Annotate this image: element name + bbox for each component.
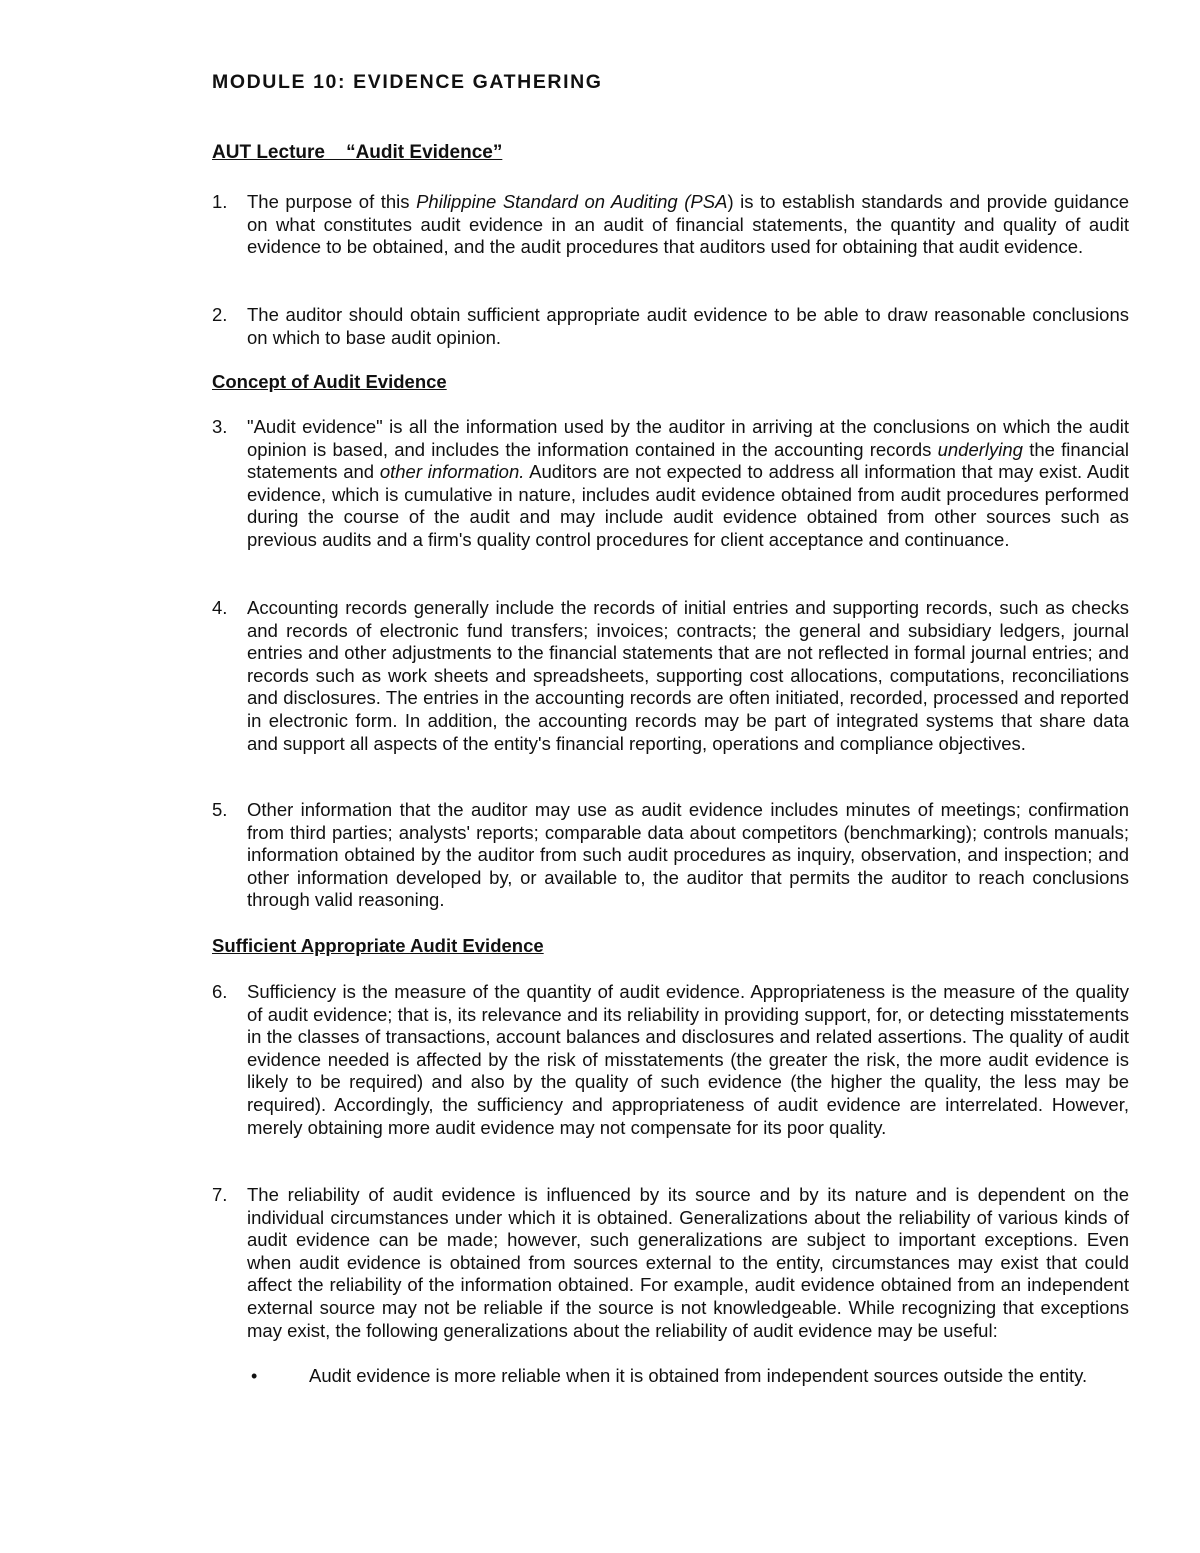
paragraph-text: Accounting records generally include the records of initial entries and supporting records, such as checks and records of electronic fund transfers; invoices; contracts; the general and subsidiary ledgers, journal entries and other adjustments to the financial statements that are not reflected in formal journal entries; and records such as work sheets and spreadsheets, supporting cost allocations, computations, reconciliations and disclosures. The entries in the accounting records are often initiated, recorded, processed and reported in electronic form. In addition, the accounting records may be part of integrated systems that share data and support all aspects of the entity's financial reporting, operations and compliance objectives. bbox=[247, 597, 1129, 754]
paragraph-text: Other information that the auditor may use as audit evidence includes minutes of meetings; confirmation from third parties; analysts' reports; comparable data about competitors (benchmarking); controls manuals; information obtained by the auditor from such audit procedures as inquiry, observation, and inspection; and other information developed by, or available to, the auditor that permits the auditor to reach conclusions through valid reasoning. bbox=[247, 799, 1129, 911]
paragraph-5 bbox=[212, 799, 1129, 912]
paragraph-2 bbox=[212, 304, 1129, 349]
paragraph-4 bbox=[212, 597, 1129, 755]
bullet-icon: • bbox=[251, 1366, 258, 1386]
paragraph-text: Sufficiency is the measure of the quantity of audit evidence. Appropriateness is the measure of the quality of audit evidence; that is, its relevance and its reliability in providing support, for, or detecting misstatements in the classes of transactions, account balances and disclosures and related assertions. The quality of audit evidence needed is affected by the risk of misstatements (the greater the risk, the more audit evidence is likely to be required) and also by the quality of such evidence (the higher the quality, the less may be required). Accordingly, the sufficiency and appropriateness of audit evidence are interrelated. However, merely obtaining more audit evidence may not compensate for its poor quality. bbox=[247, 981, 1129, 1138]
paragraph-text: The auditor should obtain sufficient appropriate audit evidence to be able to draw reasonable conclusions on which to base audit opinion. bbox=[247, 304, 1129, 348]
paragraph-1 bbox=[212, 191, 1129, 259]
paragraph-3 bbox=[212, 416, 1129, 552]
paragraph-text: The reliability of audit evidence is influenced by its source and by its nature and is dependent on the individual circumstances under which it is obtained. Generalizations about the reliability of various kinds of audit evidence can be made; however, such generalizations are subject to important exceptions. Even when audit evidence is obtained from sources external to the entity, circumstances may exist that could affect the reliability of the information obtained. For example, audit evidence obtained from an independent external source may not be reliable if the source is not knowledgeable. While recognizing that exceptions may exist, the following generalizations about the reliability of audit evidence may be useful: bbox=[247, 1184, 1129, 1341]
page-title: MODULE 10: EVIDENCE GATHERING bbox=[212, 71, 603, 93]
lecture-subtitle: AUT Lecture “Audit Evidence” bbox=[212, 142, 503, 163]
section-heading-concept: Concept of Audit Evidence bbox=[212, 371, 447, 392]
paragraph-number: 2. bbox=[212, 304, 228, 325]
paragraph-6 bbox=[212, 981, 1129, 1139]
paragraph-number: 4. bbox=[212, 597, 228, 618]
paragraph-text: The purpose of this Philippine Standard on Auditing (PSA) is to establish standards and provide guidance on what constitutes audit evidence in an audit of financial statements, the quantity and quality of audit evidence to be obtained, and the audit procedures that auditors used for obtaining that audit evidence. bbox=[247, 191, 1129, 258]
paragraph-number: 5. bbox=[212, 799, 228, 820]
paragraph-number: 1. bbox=[212, 191, 228, 212]
paragraph-number: 6. bbox=[212, 981, 228, 1002]
paragraph-7 bbox=[212, 1184, 1129, 1342]
bullet-item bbox=[247, 1365, 1129, 1388]
bullet-text: Audit evidence is more reliable when it is obtained from independent sources outside the entity. bbox=[309, 1365, 1088, 1386]
psa-title: Philippine Standard on Auditing (PSA bbox=[416, 191, 728, 212]
paragraph-text: "Audit evidence" is all the information used by the auditor in arriving at the conclusions on which the audit opinion is based, and includes the information contained in the accounting records underlying the financial statements and other information. Auditors are not expected to address all information that may exist. Audit evidence, which is cumulative in nature, includes audit evidence obtained from audit procedures performed during the course of the audit and may include audit evidence obtained from other sources such as previous audits and a firm's quality control procedures for client acceptance and continuance. bbox=[247, 416, 1130, 550]
section-heading-sufficient: Sufficient Appropriate Audit Evidence bbox=[212, 935, 544, 956]
paragraph-number: 7. bbox=[212, 1184, 228, 1205]
paragraph-number: 3. bbox=[212, 416, 228, 437]
